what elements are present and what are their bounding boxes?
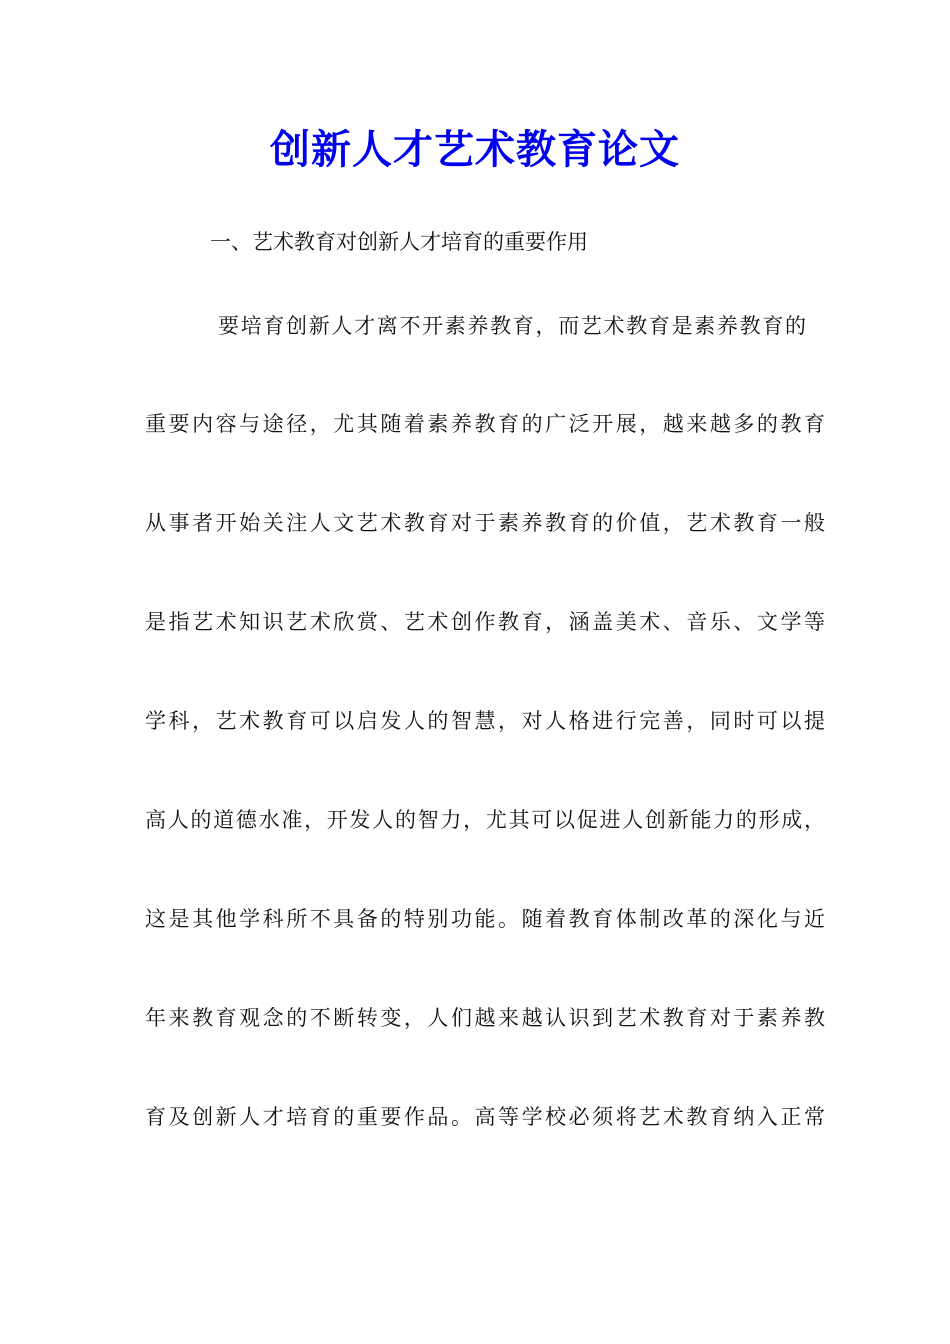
paragraph-line-3: 从事者开始关注人文艺术教育对于素养教育的价值，艺术教育一般 bbox=[145, 511, 825, 535]
section-heading: 一、艺术教育对创新人才培育的重要作用 bbox=[210, 230, 588, 254]
paragraph-line-7: 这是其他学科所不具备的特别功能。随着教育体制改革的深化与近 bbox=[145, 907, 825, 931]
paragraph-line-1: 要培育创新人才离不开素养教育，而艺术教育是素养教育的 bbox=[218, 314, 806, 338]
paragraph-line-6: 高人的道德水准，开发人的智力，尤其可以促进人创新能力的形成， bbox=[145, 808, 825, 832]
paragraph-line-8: 年来教育观念的不断转变，人们越来越认识到艺术教育对于素养教 bbox=[145, 1006, 825, 1030]
paragraph-line-9: 育及创新人才培育的重要作品。高等学校必须将艺术教育纳入正常 bbox=[145, 1105, 825, 1129]
paragraph-line-5: 学科，艺术教育可以启发人的智慧，对人格进行完善，同时可以提 bbox=[145, 709, 825, 733]
document-title: 创新人才艺术教育论文 bbox=[270, 126, 680, 173]
paragraph-line-2: 重要内容与途径，尤其随着素养教育的广泛开展，越来越多的教育 bbox=[145, 412, 825, 436]
paragraph-line-4: 是指艺术知识艺术欣赏、艺术创作教育，涵盖美术、音乐、文学等 bbox=[145, 610, 825, 634]
